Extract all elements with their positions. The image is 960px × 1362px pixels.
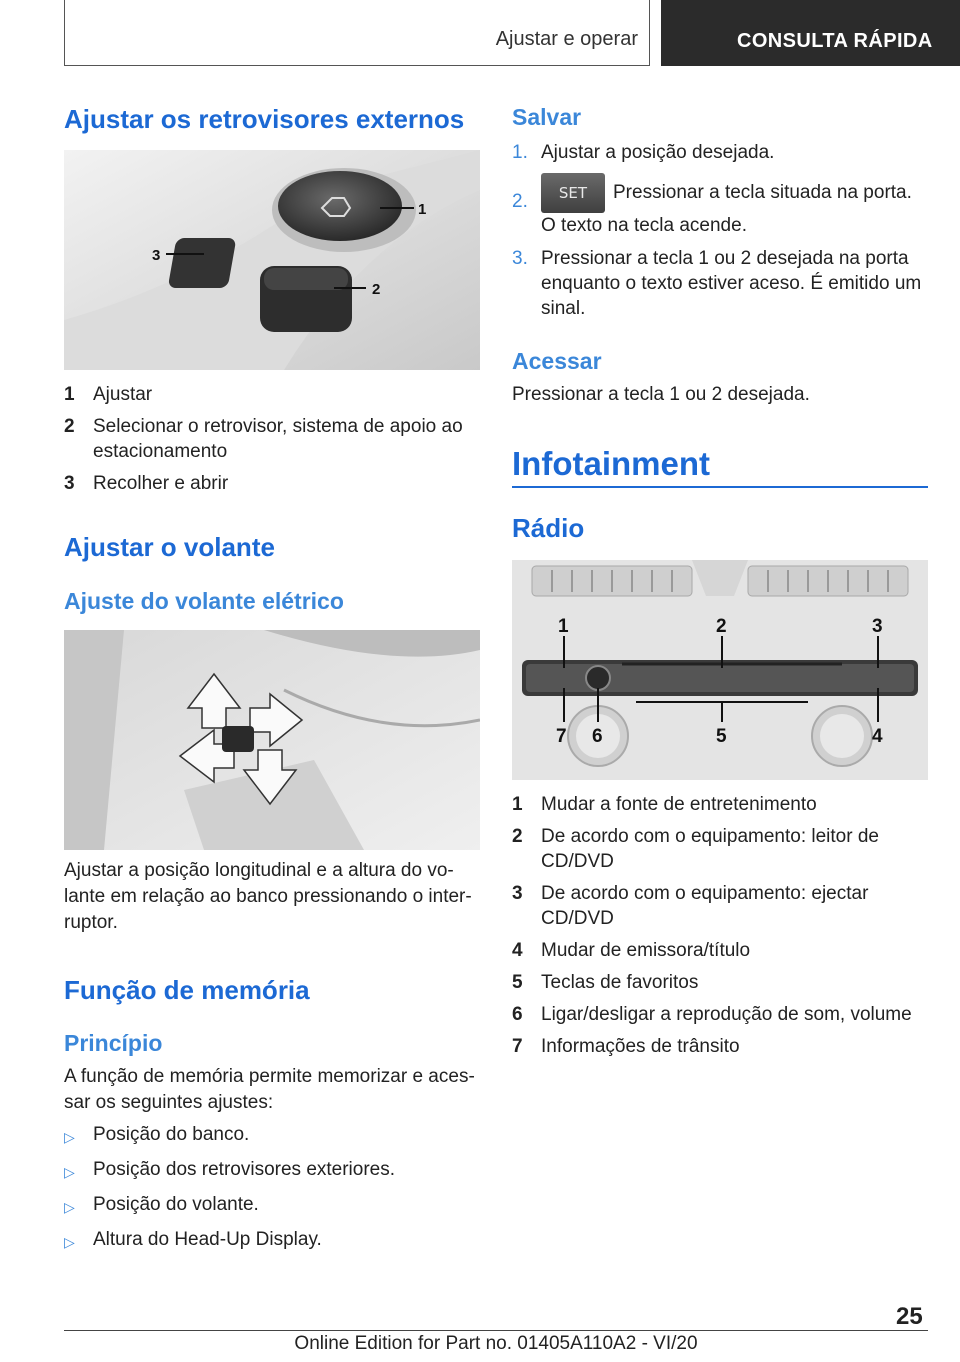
radio-heading: Rádio [512, 513, 585, 543]
list-item: ▷ Posição do volante. [64, 1192, 480, 1220]
list-item: 3. Pressionar a tecla 1 ou 2 desejada na porta enquanto o texto estiver aceso. É emitido um sinal. [512, 248, 922, 319]
list-item: 2 De acordo com o equipamento: leitor de CD/DVD [512, 826, 879, 872]
steering-subheading: Ajuste do volante elétrico [64, 588, 344, 614]
page-number: 25 [896, 1303, 923, 1330]
page-header [0, 0, 960, 66]
list-item: 3 De acordo com o equipamento: ejectar CD/DVD [512, 883, 869, 929]
footer-divider [64, 1330, 928, 1331]
save-heading: Salvar [512, 104, 582, 130]
memory-bullet-list [64, 1122, 480, 1262]
header-chapter-tab[interactable]: CONSULTA RÁPIDA [661, 0, 960, 66]
radio-panel-image [512, 560, 928, 780]
footer-edition-text: Online Edition for Part no. 01405A110A2 - VI/20 [294, 1333, 698, 1354]
radio-callout-3: 3 [872, 616, 883, 637]
list-item: ▷ Posição dos retrovisores exteriores. [64, 1157, 480, 1185]
radio-callout-2: 2 [716, 616, 727, 637]
list-item: 3 Recolher e abrir [64, 473, 229, 494]
infotainment-heading: Infotainment [512, 445, 710, 482]
mirror-callout-3: 3 [152, 247, 161, 264]
triangle-bullet-icon: ▷ [64, 1129, 75, 1145]
list-item: 1. Ajustar a posição desejada. [512, 142, 775, 163]
mirror-callout-2: 2 [372, 281, 381, 298]
list-item: 4 Mudar de emissora/título [512, 940, 751, 961]
access-heading: Acessar [512, 348, 602, 374]
radio-callout-4: 4 [872, 726, 883, 747]
access-body-text: Pressionar a tecla 1 ou 2 desejada. [512, 384, 810, 405]
header-section-title: Ajustar e operar [495, 28, 638, 50]
list-item: 2 Selecionar o retrovisor, sistema de apoio ao estacionamento [64, 416, 463, 462]
memory-body-text: A função de memória permite memorizar e aces-sar os seguintes ajustes: [64, 1066, 475, 1113]
steering-adjust-image [64, 630, 480, 850]
triangle-bullet-icon: ▷ [64, 1164, 75, 1180]
list-item: 1 Mudar a fonte de entretenimento [512, 794, 817, 815]
mirror-callout-1: 1 [418, 201, 427, 218]
radio-callout-5: 5 [716, 726, 727, 747]
radio-callout-1: 1 [558, 616, 569, 637]
mirror-legend-list [64, 382, 480, 503]
save-steps-list [512, 140, 928, 329]
memory-subheading: Princípio [64, 1030, 163, 1056]
steering-heading: Ajustar o volante [64, 532, 275, 562]
radio-callout-7: 7 [556, 726, 567, 747]
triangle-bullet-icon: ▷ [64, 1234, 75, 1250]
steering-body-text: Ajustar a posição longitudinal e a altura do vo-lante em relação ao banco pressionando o inter-ruptor. [64, 860, 472, 933]
list-item: 2. SET Pressionar a tecla situada na porta. O texto na tecla acende. [512, 173, 928, 238]
radio-legend-list [512, 792, 928, 1066]
mirror-controls-image [64, 150, 480, 370]
radio-callout-6: 6 [592, 726, 603, 747]
triangle-bullet-icon: ▷ [64, 1199, 75, 1215]
set-key-icon: SET [541, 173, 605, 213]
memory-heading: Função de memória [64, 975, 310, 1005]
list-item: 6 Ligar/desligar a reprodução de som, volume [512, 1004, 912, 1025]
list-item: ▷ Posição do banco. [64, 1122, 480, 1150]
list-item: 7 Informações de trânsito [512, 1036, 740, 1057]
list-item: ▷ Altura do Head-Up Display. [64, 1227, 480, 1255]
section-divider [512, 486, 928, 488]
list-item: 1 Ajustar [64, 384, 153, 405]
list-item: 5 Teclas de favoritos [512, 972, 699, 993]
mirrors-heading: Ajustar os retrovisores externos [64, 104, 465, 134]
